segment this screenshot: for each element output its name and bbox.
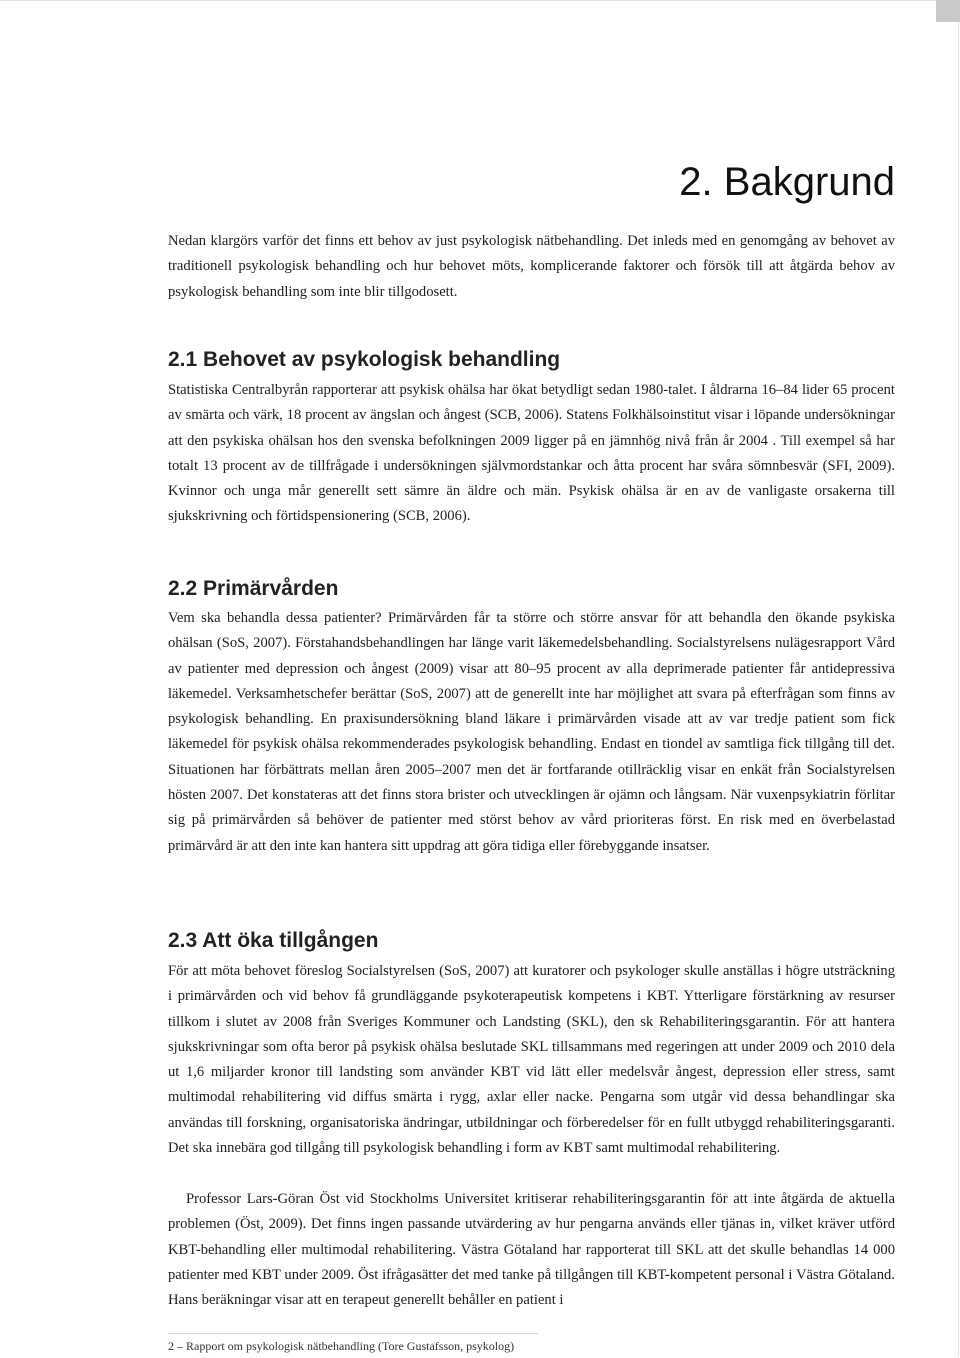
section-2-2-paragraph: Vem ska behandla dessa patienter? Primärvården får ta större och större ansvar för att behandla den ökande psykiska ohälsan (SoS, 2007). Förstahandsbehandlingen har länge varit läkemedelsbehandling. Socialstyrelsens nulägesrapport Vård av patienter med depression och ångest (2009) visar att 80–95 procent av alla deprimerade patienter får antidepressiva läkemedel. Verksamhetschefer berättar (SoS, 2007) att de generellt inte har möjlighet att svara på efterfrågan som finns av psykologisk behandling. En praxisundersökning bland läkare i primärvården visade att av var tredje patient som fick läkemedel för psykisk ohälsa rekommenderades psykologisk behandling. Endast en tiondel av samtliga fick tillgång till det. Situationen har förbättrats mellan åren 2005–2007 men det är fortfarande otillräcklig visar en enkät från Socialstyrelsen hösten 2007. Det konstateras att det finns stora brister och utvecklingen är ojämn och långsam. När vuxenpsykiatrin förlitar sig på primärvården så behöver de patienter med störst behov av vård prioriteras först. En risk med en överbelastad primärvård är att den inte kan hantera sitt uppdrag att göra tidiga eller förebyggande insatser. (168, 610, 895, 854)
section-2-1-paragraph: Statistiska Centralbyrån rapporterar att psykisk ohälsa har ökat betydligt sedan 1980-talet. I åldrarna 16–84 lider 65 procent av smärta och värk, 18 procent av ängslan och ångest (SCB, 2006). Statens Folkhälsoinstitut visar i löpande undersökningar att den psykiska ohälsan hos den svenska befolkningen 2009 ligger på en jämnhög nivå från år 2004 . Till exempel så har totalt 13 procent av de tillfrågade i undersökningen självmordstankar och åtta procent har svåra sömnbesvär (SFI, 2009). Kvinnor och unga mår generellt sett sämre än äldre och män. Psykisk ohälsa är en av de vanligaste orsakerna till sjukskrivning och förtidspensionering (SCB, 2006). (168, 382, 895, 525)
section-2-3-paragraph-1: För att möta behovet föreslog Socialstyrelsen (SoS, 2007) att kuratorer och psykologer skulle anställas i högre utsträckning i primärvården och vid behov få grundläggande psykoterapeutisk kompetens i KBT. Ytterligare förstärkning av resurser tillkom i slutet av 2008 från Sveriges Kommuner och Landsting (SKL), den sk Rehabiliteringsgarantin. För att hantera sjukskrivningar som ofta beror på psykisk ohälsa beslutade SKL tillsammans med regeringen att under 2009 och 2010 dela ut 1,6 miljarder kronor till landsting som använder KBT vid lätt eller medelsvår ångest, depression eller stress, samt multimodal rehabilitering vid diffus smärta i rygg, axlar eller nacke. Pengarna som utgår vid dessa behandlingar ska användas till forskning, organisatoriska ändringar, utbildningar och förberedelser för en fullt utbyggd rehabiliteringsgaranti. Det ska innebära god tillgång till psykologisk behandling i form av KBT samt multimodal rehabilitering. (168, 963, 895, 1157)
section-heading-2-1: 2.1 Behovet av psykologisk behandling (168, 348, 561, 371)
page-footer: 2 – Rapport om psykologisk nätbehandling (Tore Gustafsson, psykolog) (168, 1339, 515, 1353)
chapter-title: 2. Bakgrund (679, 160, 895, 204)
section-2-3-paragraph-2: Professor Lars-Göran Öst vid Stockholms Universitet kritiserar rehabiliteringsgarantin för att inte åtgärda de aktuella problemen (Öst, 2009). Det finns ingen passande utvärdering av hur pengarna används eller tjänas in, vilket kräver utförd KBT-behandling eller multimodal rehabilitering. Västra Götaland har rapporterat till SKL att det skulle behandlas 14 000 patienter med KBT under 2009. Öst ifrågasätter det med tanke på tillgången till KBT-kompetent personal i Västra Götaland. Hans beräkningar visar att en terapeut generellt behåller en patient i (168, 1191, 895, 1309)
section-heading-2-3: 2.3 Att öka tillgången (168, 929, 379, 952)
page-corner-tab (936, 0, 960, 22)
footer-divider (168, 1333, 538, 1334)
intro-paragraph: Nedan klargörs varför det finns ett behov av just psykologisk nätbehandling. Det inleds med en genomgång av behovet av traditionell psykologisk behandling och hur behovet möts, komplicerande faktorer och försök till att åtgärda behov av psykologisk behandling som inte blir tillgodosett. (168, 233, 895, 300)
section-heading-2-2: 2.2 Primärvården (168, 577, 339, 600)
